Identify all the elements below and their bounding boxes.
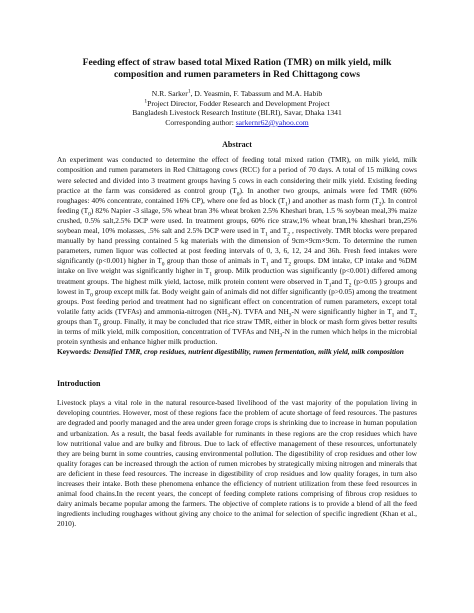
corresponding-author <box>57 118 417 128</box>
email-link[interactable]: sarkernr62@yahoo.com <box>235 117 309 127</box>
affiliation-mark: 1 <box>144 98 148 105</box>
keywords-label: Keywords <box>57 347 90 357</box>
introduction-text: Livestock plays a vital role in the natural resource-based livelihood of the vast majority of the population living in developing countries. However, most of these regions face the problem of acute shortage of feed resources. The pastures are degraded and poorly managed and the area under green forage crops is shrinking due to increase in human population and urbanization. As a result, the basal feeds available for ruminants in these regions are the crop residues which have low nutritional value and are bulky and fibrous. Due to lack of effective management of these resources, unfortunately they are being burnt in some countries, causing environmental pollution. The digestibility of crop residues and other low quality forages can be increased through the action of rumen microbes by strategically mixing nitrogen and minerals that are deficient in these feed resources. The increase in digestibility of crop residues and low quality forages, in turn also increases their intake. Both these phenomena enhance the efficiency of nutrient utilization from these feed resources in animal food chains.In the recent years, the concept of feeding complete rations comprising of fibrous crop residues to dairy animals became popular among the farmers. The objective of complete rations is to provide a blend of all the feed ingredients including roughages without giving any choice to the animal for selection of specific ingredient (Khan et al., 2010). <box>57 398 417 529</box>
author-block <box>57 89 417 127</box>
keywords-line: Keywords: Densified TMR, crop residues, nutrient digestibility, rumen fermentation, milk yield, milk composition <box>57 347 404 357</box>
keywords-values: Densified TMR, crop residues, nutrient digestibility, rumen fermentation, milk yield, milk composition <box>93 347 404 357</box>
affiliation-line <box>57 99 417 109</box>
institute-line: Bangladesh Livestock Research Institute (BLRI), Savar, Dhaka 1341 <box>132 108 342 118</box>
introduction-heading: Introduction <box>57 379 101 389</box>
corresponding-label: Corresponding author: <box>165 117 236 127</box>
abstract-text: An experiment was conducted to determine the effect of feeding total mixed ration (TMR), on milk yield, milk composition and rumen parameters in Red Chittagong cows (RCC) for a period of 70 days. A total of 15 milking cows were selected and divided into 3 treatment groups having 5 cows in each considering their milk yield. Existing feeding practice at the farm was considered as control group $(T_0)$. In another two groups, animals were fed TMR (60% roughages: 40% concentrate, contained 16% CP), where one fed as block $(T_1)$ and another as mash form $(T_2)$. In control feeding $(T_0)$ 82% Napier -3 silage, 5% wheat bran 3% wheat broken 2.5% Kheshari bran, 1.5 % soybean meal,3% maize crushed, 0.5% salt,2.5% DCP were used. In treatment groups, 60% rice straw,1% wheat bran,1% kheshari bran,25% soybean meal, 10% molasses, .5% salt and 2.5% DCP were used in $T_1$ and $T_2$ , respectively. TMR blocks were prepared manually by hand pressing contained 5 kg materials with the dimension of 9cm×9cm×9cm. To determine the rumen parameters, rumen liquor was collected at post feeding intervals of 0, 3, 6, 12, 24 and 36h. Fresh feed intakes were significantly (p<0.001) higher in $T_0$ group than those of animals in $T_1$ and $T_2$ groups. DM intake, CP intake and %DM intake on live weight was significantly higher in $T_1$ group. Milk production was significantly (p<0.001) differed among treatment groups. The highest milk yield, lactose, milk protein content were observed in $T_1and$ $T_2$ (p>0.05 ) groups and lowest in $T_0$ group except milk fat. Body weight gain of animals did not differ significantly (p>0.05) among the treatment groups. Post feeding period and treatment had no significant effect on concentration of rumen parameters, except total volatile fatty acids (TVFAs) and ammonia-nitrogen $(NH_3-N)$. TVFA and $NH_3-N$ were significantly higher in $T_1$ and $T_2$ groups than $T_0$ group. Finally, it may be concluded that rice straw TMR, either in block or mash form gives better results in terms of milk yield, milk composition, concentration of TVFAs and $NH_3-N$ in the rumen which helps in the microbial protein synthesis and enhance higher milk production. <box>57 155 418 347</box>
abstract-heading: Abstract <box>222 140 252 150</box>
author-first: N.R. Sarker <box>151 89 188 98</box>
affiliation-mark: 1 <box>187 88 191 95</box>
author-others: , D. Yeasmin, F. Tabassum and M.A. Habib <box>190 89 323 98</box>
author-names <box>57 89 417 99</box>
paper-title: Feeding effect of straw based total Mixed Ration (TMR) on milk yield, milk composition and rumen parameters in Red Chittagong cows <box>82 57 392 80</box>
affiliation-text: Project Director, Fodder Research and Development Project <box>147 98 330 108</box>
